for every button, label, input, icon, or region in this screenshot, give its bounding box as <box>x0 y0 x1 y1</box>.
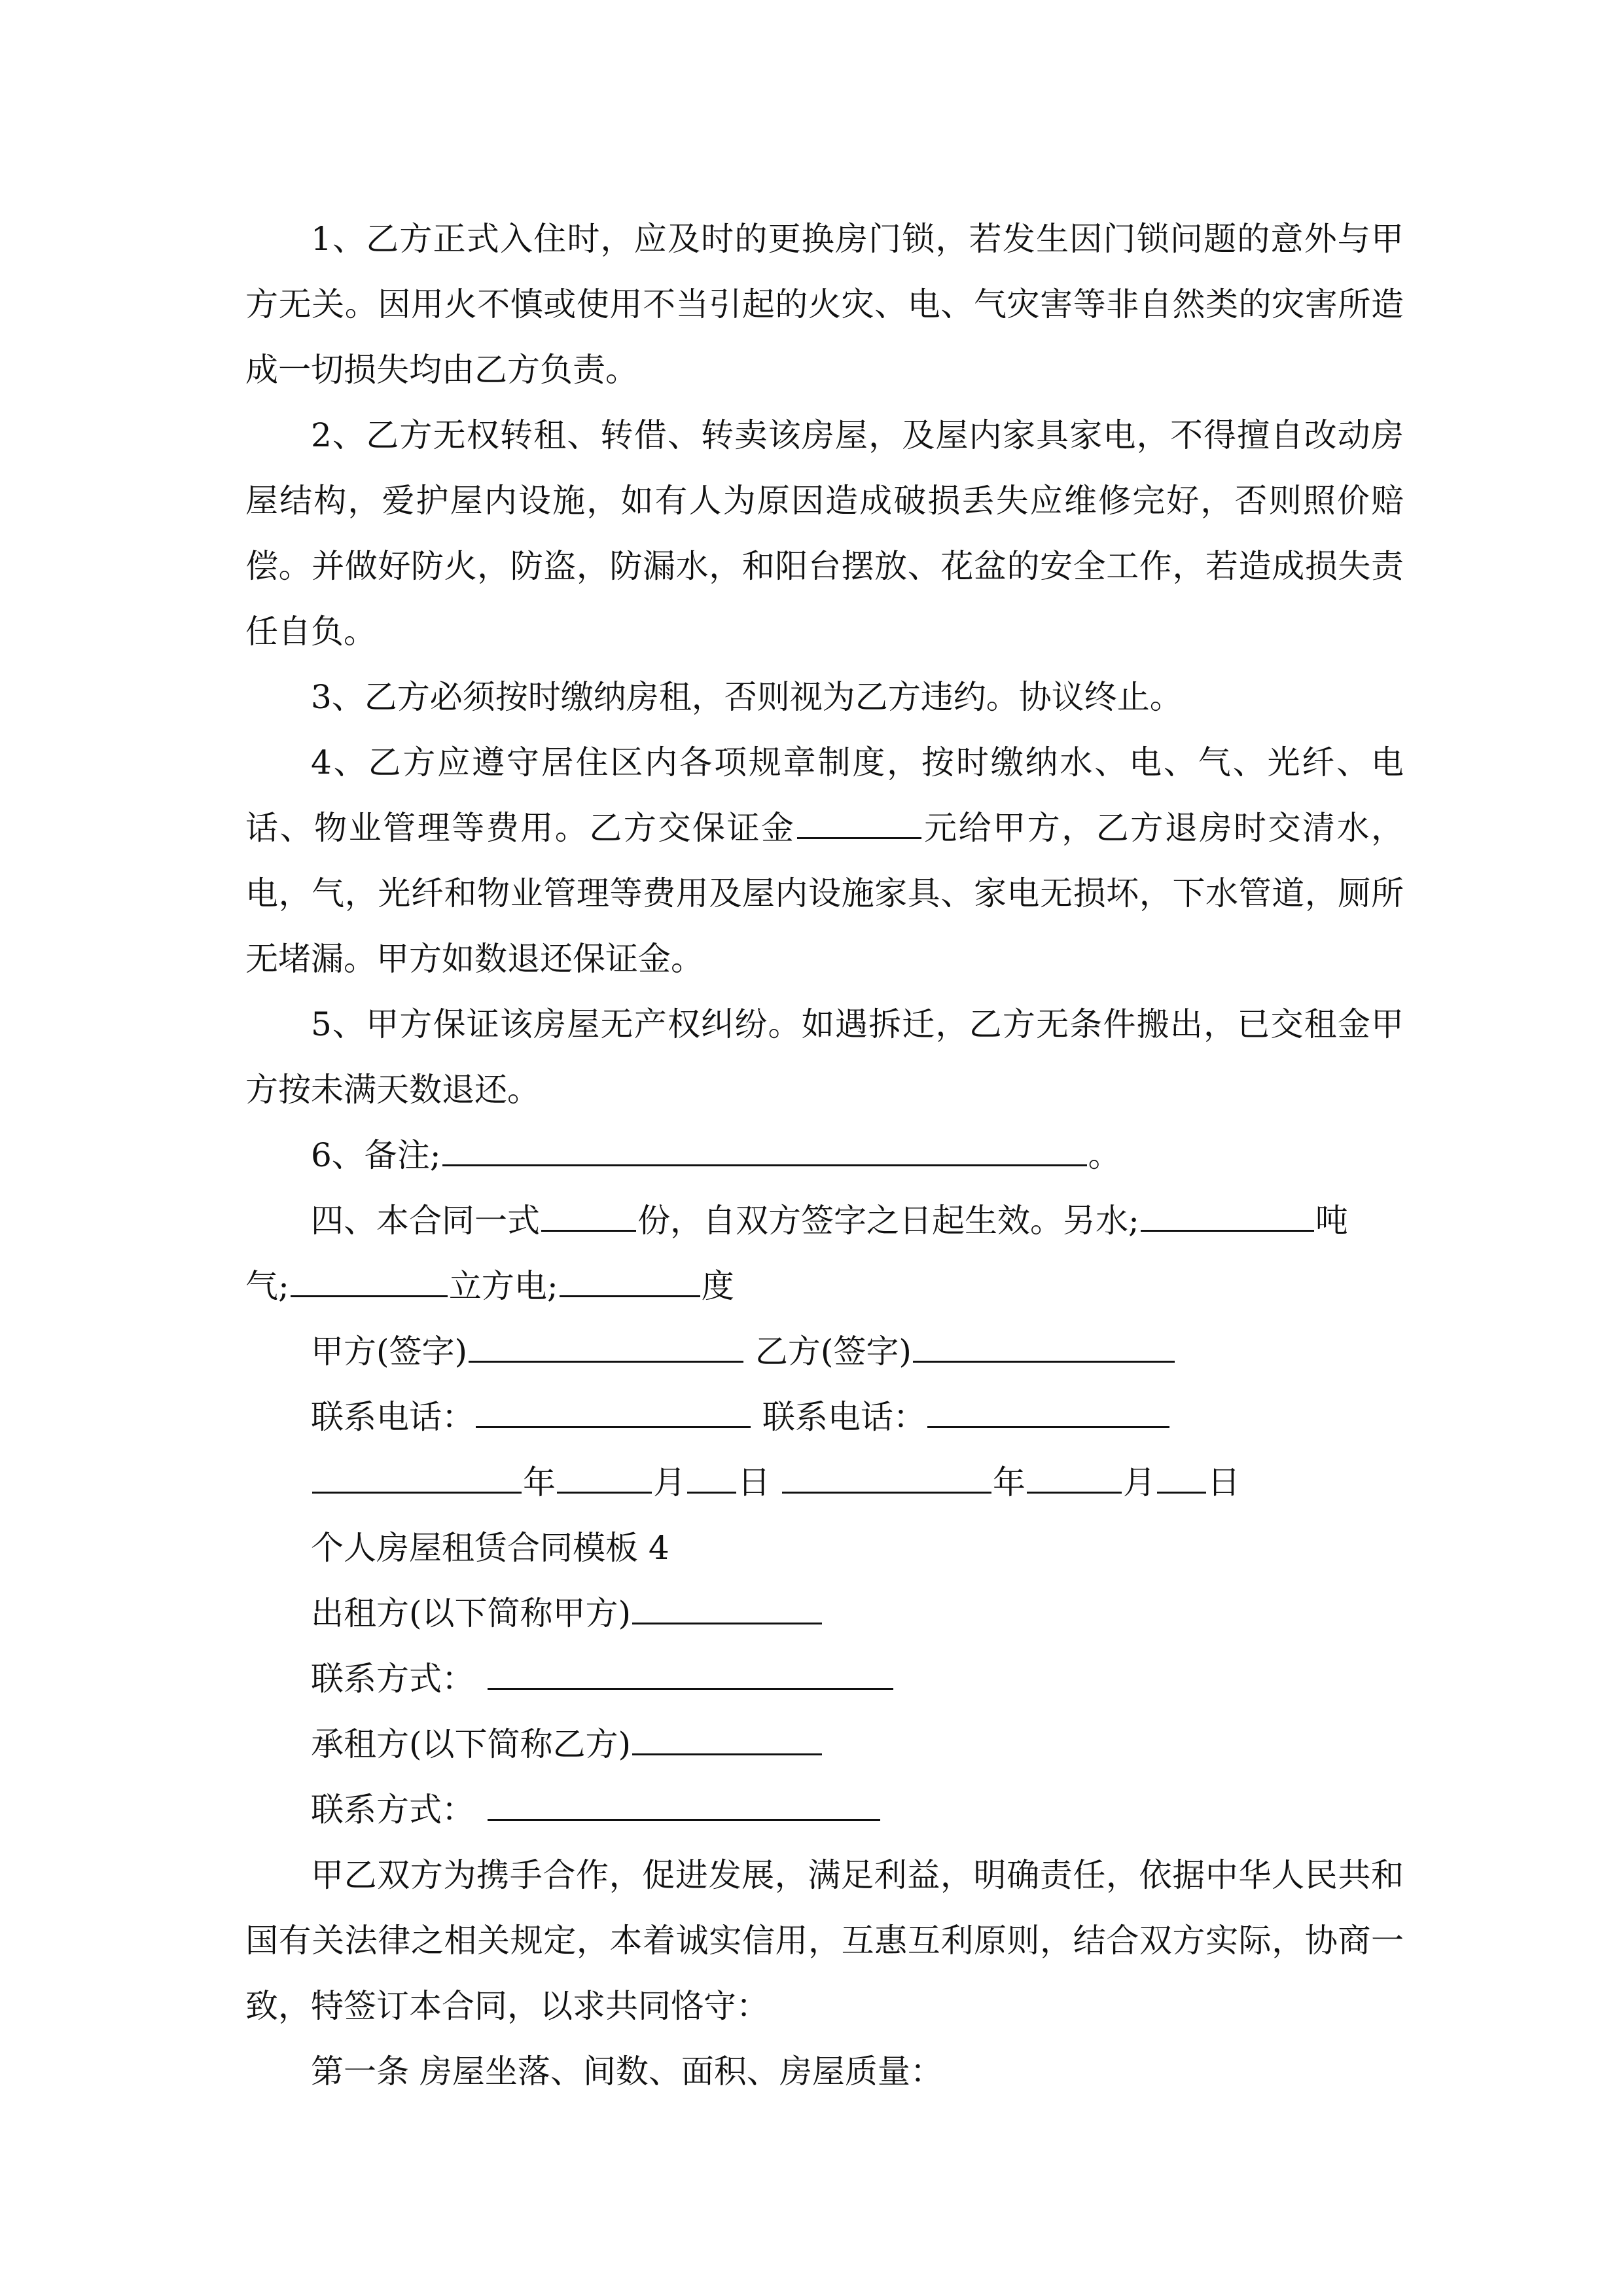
remarks-label: 6、备注; <box>311 1136 441 1174</box>
template-4-title <box>245 1515 1404 1581</box>
lessee-label: 承租方(以下简称乙方) <box>311 1725 632 1763</box>
deposit-blank[interactable] <box>797 804 921 839</box>
clause-1: 1、乙方正式入住时，应及时的更换房门锁，若发生因门锁问题的意外与甲方无关。因用火不慎或使用不当引起的火灾、电、气灾害等非自然类的灾害所造成一切损失均由乙方负责。 <box>245 220 1404 389</box>
lessor-contact-blank[interactable] <box>488 1655 893 1690</box>
year-label: 年 <box>523 1463 556 1501</box>
party-b-year-blank[interactable] <box>782 1459 991 1494</box>
date-row <box>245 1450 1404 1515</box>
month-label: 月 <box>1122 1463 1156 1501</box>
article-1-heading <box>245 2039 1404 2104</box>
party-b-day-blank[interactable] <box>1157 1459 1206 1494</box>
document-page <box>245 206 1404 2104</box>
party-a-day-blank[interactable] <box>687 1459 736 1494</box>
lessee-blank[interactable] <box>632 1721 822 1755</box>
party-b-phone-blank[interactable] <box>927 1393 1169 1428</box>
clause-2: 2、乙方无权转租、转借、转卖该房屋，及屋内家具家电，不得擅自改动房屋结构，爱护屋内设施，如有人为原因造成破损丢失应维修完好，否则照价赔偿。并做好防火，防盗，防漏水，和阳台摆放、花盆的安全工作，若造成损失责任自负。 <box>245 416 1404 651</box>
party-b-sign-blank[interactable] <box>913 1328 1175 1363</box>
lessor-blank[interactable] <box>632 1590 822 1624</box>
month-label: 月 <box>653 1463 686 1501</box>
phone-row <box>245 1384 1404 1450</box>
party-a-month-blank[interactable] <box>557 1459 652 1494</box>
section-four <box>245 1188 1404 1319</box>
lessor-contact-row <box>245 1646 1404 1712</box>
party-a-phone-blank[interactable] <box>476 1393 751 1428</box>
lessor-contact-label: 联系方式： <box>311 1660 474 1698</box>
section-four-part6: 度 <box>701 1267 734 1305</box>
party-a-sign-label: 甲方(签字) <box>311 1333 468 1371</box>
clause-6 <box>245 1122 1404 1188</box>
lessee-contact-blank[interactable] <box>488 1786 880 1821</box>
section-four-part2: 份，自双方签字之日起生效。另水; <box>637 1202 1139 1240</box>
party-a-year-blank[interactable] <box>312 1459 522 1494</box>
clause-4 <box>245 730 1404 992</box>
section-four-part4: 气; <box>245 1267 289 1305</box>
day-label: 日 <box>1207 1463 1240 1501</box>
article-1-text: 第一条 房屋坐落、间数、面积、房屋质量： <box>311 2053 943 2090</box>
template-title: 个人房屋租赁合同模板 4 <box>311 1529 669 1567</box>
section-four-part3: 吨 <box>1315 1202 1348 1240</box>
gas-blank[interactable] <box>291 1263 448 1297</box>
clause-4-after: 元给甲方，乙方退房时交清水，电，气，光纤和物业管理等费用及屋内设施家具、家电无损坏，下水管道，厕所无堵漏。甲方如数退还保证金。 <box>245 809 1404 978</box>
signature-row <box>245 1319 1404 1384</box>
clause-5: 5、甲方保证该房屋无产权纠纷。如遇拆迁，乙方无条件搬出，已交租金甲方按未满天数退还。 <box>245 1005 1404 1109</box>
lessee-contact-row <box>245 1777 1404 1842</box>
preamble: 甲乙双方为携手合作，促进发展，满足利益，明确责任，依据中华人民共和国有关法律之相关规定，本着诚实信用，互惠互利原则，结合双方实际，协商一致，特签订本合同，以求共同恪守： <box>245 1856 1404 2025</box>
water-blank[interactable] <box>1141 1197 1314 1232</box>
clause-3: 3、乙方必须按时缴纳房租，否则视为乙方违约。协议终止。 <box>311 678 1183 716</box>
lessee-contact-label: 联系方式： <box>311 1791 474 1829</box>
party-b-month-blank[interactable] <box>1027 1459 1122 1494</box>
day-label: 日 <box>738 1463 770 1501</box>
lessor-label: 出租方(以下简称甲方) <box>311 1594 632 1632</box>
party-a-sign-blank[interactable] <box>469 1328 743 1363</box>
section-four-part5: 立方电; <box>448 1267 558 1305</box>
clause-4-before: 4、乙方应遵守居住区内各项规章制度，按时缴纳水、电、气、光纤、电话、物业管理等费用。乙方交保证金 <box>245 744 1404 847</box>
electricity-blank[interactable] <box>560 1263 700 1297</box>
remarks-end: 。 <box>1088 1136 1121 1174</box>
lessor-row <box>245 1581 1404 1646</box>
year-label: 年 <box>992 1463 1026 1501</box>
lessee-row <box>245 1712 1404 1777</box>
party-b-phone-label: 联系电话： <box>762 1398 926 1436</box>
section-four-part1: 四、本合同一式 <box>311 1202 540 1240</box>
party-a-phone-label: 联系电话： <box>311 1398 474 1436</box>
party-b-sign-label: 乙方(签字) <box>755 1333 912 1371</box>
remarks-blank[interactable] <box>442 1132 1087 1166</box>
copies-blank[interactable] <box>541 1197 636 1232</box>
